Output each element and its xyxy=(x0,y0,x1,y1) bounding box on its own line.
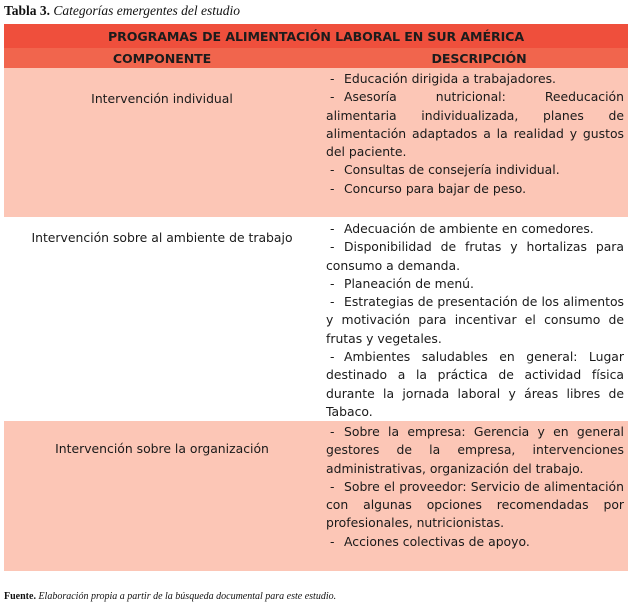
table-row xyxy=(4,68,628,217)
description-item: - Planeación de menú. xyxy=(330,275,474,291)
table-source-note xyxy=(4,591,336,602)
description-item: - Asesoría nutricional: Reeducación alimentaria individualizada, planes de alimentación adaptados a la realidad y gustos del paciente. xyxy=(326,89,624,160)
column-header-description: DESCRIPCIÓN xyxy=(431,50,527,66)
description-item: - Sobre el proveedor: Servicio de alimentación con algunas opciones recomendadas por profesionales, nutricionistas. xyxy=(326,478,624,531)
description-item: - Concurso para bajar de peso. xyxy=(330,180,527,196)
description-item: - Sobre la empresa: Gerencia y en general gestores de la empresa, intervenciones administrativas, organización del trabajo. xyxy=(326,424,624,476)
component-cell: Intervención individual xyxy=(91,91,233,106)
description-item: - Disponibilidad de frutas y hortalizas para consumo a demanda. xyxy=(326,239,624,273)
caption-label: Tabla 3. xyxy=(4,3,51,18)
table-row xyxy=(4,421,628,571)
description-item: - Estrategias de presentación de los alimentos y motivación para incentivar el consumo de frutas y vegetales. xyxy=(326,294,624,346)
column-header-component: COMPONENTE xyxy=(112,50,212,66)
description-item: - Ambientes saludables en general: Lugar destinado a la práctica de actividad física durante la jornada laboral y áreas libres de Tabaco. xyxy=(326,349,624,419)
source-label: Fuente. xyxy=(4,591,36,602)
table-title-row xyxy=(4,24,628,48)
description-item: - Educación dirigida a trabajadores. xyxy=(330,71,556,86)
table-header-row xyxy=(4,48,628,68)
table-caption xyxy=(4,3,240,19)
description-cell xyxy=(320,217,628,421)
description-item: - Acciones colectivas de apoyo. xyxy=(330,533,530,549)
description-cell xyxy=(320,68,628,217)
description-cell xyxy=(320,421,628,571)
component-cell: Intervención sobre la organización xyxy=(55,441,269,456)
description-item: - Adecuación de ambiente en comedores. xyxy=(330,221,594,236)
caption-title: Categorías emergentes del estudio xyxy=(53,3,241,18)
table-title: PROGRAMAS DE ALIMENTACIÓN LABORAL EN SUR AMÉRICA xyxy=(108,28,524,44)
table xyxy=(4,24,628,571)
source-text: Elaboración propia a partir de la búsqueda documental para este estudio. xyxy=(38,591,337,602)
description-item: - Consultas de consejería individual. xyxy=(330,162,560,178)
table-row xyxy=(4,217,628,421)
component-cell: Intervención sobre al ambiente de trabajo xyxy=(31,230,293,245)
